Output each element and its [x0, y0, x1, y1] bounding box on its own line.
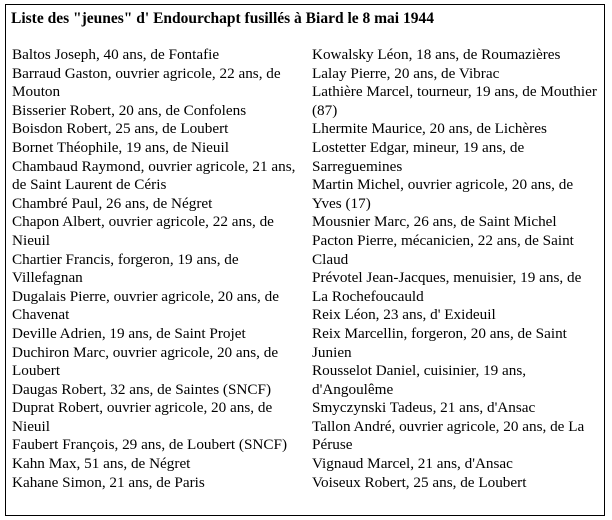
- list-item: Prévotel Jean-Jacques, menuisier, 19 ans, de La Rochefoucauld: [312, 269, 582, 305]
- list-item: Dugalais Pierre, ouvrier agricole, 20 ans, de Chavenat: [12, 287, 279, 324]
- document-frame: [5, 4, 605, 516]
- list-item: Voiseux Robert, 25 ans, de Loubert: [312, 473, 527, 491]
- list-item: Barraud Gaston, ouvrier agricole, 22 ans, de Mouton: [12, 64, 281, 101]
- list-item: Duprat Robert, ouvrier agricole, 20 ans, de Nieuil: [12, 399, 273, 435]
- list-item: Tallon André, ouvrier agricole, 20 ans, de La Péruse: [312, 417, 585, 454]
- list-item: Kahn Max, 51 ans, de Négret: [12, 455, 191, 473]
- list-item: Lostetter Edgar, mineur, 19 ans, de Sarreguemines: [312, 138, 525, 175]
- list-item: Kahane Simon, 21 ans, de Paris: [12, 473, 205, 491]
- list-item: Lalay Pierre, 20 ans, de Vibrac: [312, 64, 500, 82]
- list-item: Chambaud Raymond, ouvrier agricole, 21 ans, de Saint Laurent de Céris: [12, 157, 296, 194]
- right-column: [312, 46, 600, 492]
- list-item: Lhermite Maurice, 20 ans, de Lichères: [312, 120, 547, 138]
- list-item: Deville Adrien, 19 ans, de Saint Projet: [12, 324, 246, 342]
- list-title: Liste des "jeunes" d' Endourchapt fusillés à Biard le 8 mai 1944: [11, 10, 434, 27]
- list-item: Daugas Robert, 32 ans, de Saintes (SNCF): [12, 380, 272, 398]
- list-item: Chartier Francis, forgeron, 19 ans, de Villefagnan: [12, 250, 239, 287]
- list-item: Smyczynski Tadeus, 21 ans, d'Ansac: [312, 399, 536, 417]
- list-item: Reix Léon, 23 ans, d' Exideuil: [312, 306, 496, 324]
- list-item: Duchiron Marc, ouvrier agricole, 20 ans, de Loubert: [12, 343, 279, 380]
- list-item: Chapon Albert, ouvrier agricole, 22 ans, de Nieuil: [12, 213, 274, 249]
- list-item: Boisdon Robert, 25 ans, de Loubert: [12, 120, 229, 138]
- list-item: Vignaud Marcel, 21 ans, d'Ansac: [312, 455, 513, 473]
- list-item: Mousnier Marc, 26 ans, de Saint Michel: [312, 213, 557, 231]
- list-item: Chambré Paul, 26 ans, de Négret: [12, 194, 213, 212]
- list-item: Reix Marcellin, forgeron, 20 ans, de Saint Junien: [312, 324, 567, 361]
- list-item: Pacton Pierre, mécanicien, 22 ans, de Saint Claud: [312, 231, 574, 268]
- list-item: Martin Michel, ouvrier agricole, 20 ans, de Yves (17): [312, 176, 574, 212]
- list-item: Kowalsky Léon, 18 ans, de Roumazières: [312, 46, 561, 63]
- list-item: Faubert François, 29 ans, de Loubert (SNCF): [12, 436, 288, 454]
- list-item: Baltos Joseph, 40 ans, de Fontafie: [12, 46, 220, 63]
- list-item: Lathière Marcel, tourneur, 19 ans, de Mouthier (87): [312, 83, 597, 119]
- left-column: [12, 46, 304, 492]
- list-item: Rousselot Daniel, cuisinier, 19 ans, d'Angoulême: [312, 362, 527, 398]
- list-item: Bornet Théophile, 19 ans, de Nieuil: [12, 138, 229, 156]
- list-item: Bisserier Robert, 20 ans, de Confolens: [12, 101, 247, 119]
